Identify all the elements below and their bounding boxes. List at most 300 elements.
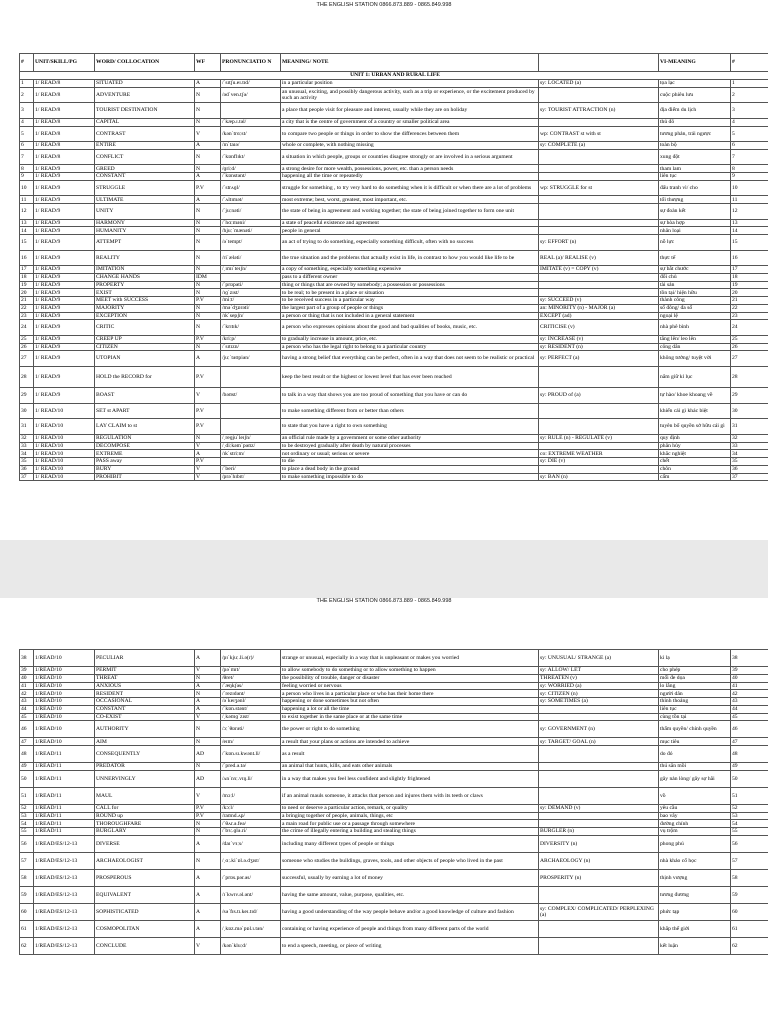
table-row xyxy=(20,721,768,738)
table-row xyxy=(20,196,768,204)
row-number: 48 xyxy=(20,746,34,763)
row-number-right: 60 xyxy=(731,903,768,920)
synonym-note: PROSPERITY (n) xyxy=(539,869,659,886)
row-number-right: 35 xyxy=(731,458,768,466)
unit-skill-page: 1/READ/10 xyxy=(34,705,95,713)
word-collocation: EQUIVALENT xyxy=(95,886,195,903)
vi-meaning: mục tiêu xyxy=(659,738,731,746)
vi-meaning: vồ xyxy=(659,787,731,804)
meaning-note: struggle for something , to try very hard to do something when it is difficult or when there are a lot of problems xyxy=(281,180,539,196)
vi-meaning: phân hủy xyxy=(659,442,731,450)
pronunciation xyxy=(221,419,281,435)
word-collocation: MAJORITY xyxy=(95,304,195,312)
table-row xyxy=(20,80,768,88)
word-form: N xyxy=(195,235,221,251)
row-number: 8 xyxy=(20,165,34,173)
synonym-note xyxy=(539,419,659,435)
table-row xyxy=(20,869,768,886)
unit-skill-page: 1/ READ/9 xyxy=(34,366,95,388)
word-form: P.V xyxy=(195,458,221,466)
col-header-word: WORD/ COLLOCATION xyxy=(95,54,195,72)
vi-meaning: gây nản lòng/ gây sợ hãi xyxy=(659,770,731,787)
unit-skill-page: 1/READ/11 xyxy=(34,828,95,836)
row-number-right: 49 xyxy=(731,763,768,771)
synonym-note xyxy=(539,820,659,828)
row-number-right: 38 xyxy=(731,650,768,667)
row-number: 19 xyxy=(20,281,34,289)
word-collocation: CREEP UP xyxy=(95,335,195,343)
row-number: 59 xyxy=(20,886,34,903)
word-collocation: CONTRAST xyxy=(95,126,195,142)
table-row xyxy=(20,335,768,343)
unit-skill-page: 1/ READ/10 xyxy=(34,434,95,442)
meaning-note: having the same amount, value, purpose, qualities, etc. xyxy=(281,886,539,903)
table-row xyxy=(20,103,768,119)
unit-skill-page: 1/ READ/8 xyxy=(34,118,95,126)
table-row xyxy=(20,227,768,235)
table-row xyxy=(20,746,768,763)
pronunciation: /ˈhɑːməni/ xyxy=(221,219,281,227)
table-row xyxy=(20,289,768,297)
table-row xyxy=(20,812,768,820)
table-row xyxy=(20,920,768,937)
word-form: A xyxy=(195,920,221,937)
synonym-note xyxy=(539,787,659,804)
row-number-right: 24 xyxy=(731,320,768,336)
synonym-note: IMITATE (v) = COPY (v) xyxy=(539,266,659,274)
table-row xyxy=(20,667,768,675)
row-number-right: 8 xyxy=(731,165,768,173)
vi-meaning: kết luận xyxy=(659,937,731,954)
synonym-note xyxy=(539,713,659,721)
word-collocation: SOPHISTICATED xyxy=(95,903,195,920)
table-row xyxy=(20,804,768,812)
pronunciation: /raʊnd.ʌp/ xyxy=(221,812,281,820)
row-number: 16 xyxy=(20,250,34,266)
row-number-right: 31 xyxy=(731,419,768,435)
table-row xyxy=(20,297,768,305)
table-row xyxy=(20,235,768,251)
word-form: N xyxy=(195,266,221,274)
row-number: 11 xyxy=(20,196,34,204)
meaning-note: a person or thing that is not included in a general statement xyxy=(281,312,539,320)
vi-meaning: cho phép xyxy=(659,667,731,675)
synonym-note xyxy=(539,289,659,297)
row-number-right: 58 xyxy=(731,869,768,886)
vi-meaning: nhà phê bình xyxy=(659,320,731,336)
vi-meaning: đổi chủ xyxy=(659,273,731,281)
table-row xyxy=(20,713,768,721)
unit-skill-page: 1/ READ/9 xyxy=(34,335,95,343)
row-number-right: 29 xyxy=(731,388,768,404)
table-row xyxy=(20,173,768,181)
meaning-note: people in general xyxy=(281,227,539,235)
row-number-right: 45 xyxy=(731,713,768,721)
word-form: N xyxy=(195,852,221,869)
table-row xyxy=(20,250,768,266)
meaning-note: happening all the time or repeatedly xyxy=(281,173,539,181)
row-number-right: 48 xyxy=(731,746,768,763)
row-number-right: 22 xyxy=(731,304,768,312)
row-number: 4 xyxy=(20,118,34,126)
table-row xyxy=(20,281,768,289)
word-collocation: ATTEMPT xyxy=(95,235,195,251)
unit-skill-page: 1/ READ/10 xyxy=(34,403,95,419)
row-number: 54 xyxy=(20,820,34,828)
table-row xyxy=(20,312,768,320)
row-number-right: 27 xyxy=(731,351,768,367)
table-row xyxy=(20,87,768,103)
unit-skill-page: 1/ READ/9 xyxy=(34,235,95,251)
synonym-note: wp: STRUGGLE for st xyxy=(539,180,659,196)
row-number-right: 17 xyxy=(731,266,768,274)
row-number-right: 55 xyxy=(731,828,768,836)
vi-meaning: liên tục xyxy=(659,705,731,713)
row-number: 26 xyxy=(20,343,34,351)
row-number: 24 xyxy=(20,320,34,336)
row-number-right: 42 xyxy=(731,690,768,698)
synonym-note: sy: SOMETIMES (a) xyxy=(539,698,659,706)
word-form: V xyxy=(195,667,221,675)
word-form: A xyxy=(195,650,221,667)
unit-skill-page: 1/READ/10 xyxy=(34,738,95,746)
row-number: 14 xyxy=(20,227,34,235)
vi-meaning: liên tục xyxy=(659,173,731,181)
pronunciation: /ˈstrʌɡl/ xyxy=(221,180,281,196)
pronunciation: /ˈkɒnstənt/ xyxy=(221,173,281,181)
row-number-right: 41 xyxy=(731,682,768,690)
meaning-note: an animal that hunts, kills, and eats other animals xyxy=(281,763,539,771)
table-row xyxy=(20,698,768,706)
col-header-unit: UNIT/SKILL/PG xyxy=(34,54,95,72)
unit-skill-page: 1/ READ/9 xyxy=(34,266,95,274)
word-collocation: UNITY xyxy=(95,204,195,220)
row-number: 35 xyxy=(20,458,34,466)
vi-meaning: vụ trộm xyxy=(659,828,731,836)
vi-meaning: mối đe dọa xyxy=(659,674,731,682)
vi-meaning: thẩm quyền/ chính quyền xyxy=(659,721,731,738)
vi-meaning: sự hòa hợp xyxy=(659,219,731,227)
vi-meaning: số đông/ đa số xyxy=(659,304,731,312)
row-number-right: 39 xyxy=(731,667,768,675)
synonym-note xyxy=(539,403,659,419)
word-collocation: DIVERSE xyxy=(95,835,195,852)
meaning-note: a copy of something, especially something expensive xyxy=(281,266,539,274)
word-form: P.V xyxy=(195,366,221,388)
row-number-right: 21 xyxy=(731,297,768,305)
pronunciation xyxy=(221,103,281,119)
vi-meaning: người dân xyxy=(659,690,731,698)
table-row xyxy=(20,204,768,220)
row-number: 52 xyxy=(20,804,34,812)
synonym-note xyxy=(539,118,659,126)
synonym-note: sy: GOVERNMENT (n) xyxy=(539,721,659,738)
unit-skill-page: 1/ READ/9 xyxy=(34,219,95,227)
row-number-right: 15 xyxy=(731,235,768,251)
unit-skill-page: 1/ READ/8 xyxy=(34,87,95,103)
row-number: 9 xyxy=(20,173,34,181)
synonym-note: REAL (a)/ REALISE (v) xyxy=(539,250,659,266)
row-number-right: 46 xyxy=(731,721,768,738)
word-form: N xyxy=(195,304,221,312)
row-number: 17 xyxy=(20,266,34,274)
row-number: 56 xyxy=(20,835,34,852)
vi-meaning: nhà khảo cổ học xyxy=(659,852,731,869)
row-number-right: 61 xyxy=(731,920,768,937)
unit-skill-page: 1/READ/ES/12-13 xyxy=(34,869,95,886)
pronunciation: /ˌdiːkəmˈpəʊz/ xyxy=(221,442,281,450)
synonym-note: sy: TOURIST ATTRACTION (n) xyxy=(539,103,659,119)
pronunciation xyxy=(221,366,281,388)
unit-skill-page: 1/ READ/9 xyxy=(34,180,95,196)
meaning-note: most extreme; best, worst, greatest, most important, etc. xyxy=(281,196,539,204)
table-row xyxy=(20,835,768,852)
pronunciation xyxy=(221,273,281,281)
word-collocation: CALL for xyxy=(95,804,195,812)
word-collocation: CHANGE HANDS xyxy=(95,273,195,281)
word-form: A xyxy=(195,705,221,713)
table-header-row xyxy=(20,54,768,72)
row-number-right: 12 xyxy=(731,204,768,220)
unit-skill-page: 1/ READ/9 xyxy=(34,273,95,281)
word-collocation: LAY CLAIM to st xyxy=(95,419,195,435)
meaning-note: a person who expresses opinions about the good and bad qualities of books, music, etc. xyxy=(281,320,539,336)
word-collocation: CONCLUDE xyxy=(95,937,195,954)
vi-meaning: do đó xyxy=(659,746,731,763)
pronunciation: /əˈtempt/ xyxy=(221,235,281,251)
row-number-right: 18 xyxy=(731,273,768,281)
word-collocation: ULTIMATE xyxy=(95,196,195,204)
row-number: 62 xyxy=(20,937,34,954)
row-number-right: 10 xyxy=(731,180,768,196)
row-number-right: 1 xyxy=(731,80,768,88)
synonym-note: sy: UNUSUAL/ STRANGE (a) xyxy=(539,650,659,667)
word-collocation: BURGLARY xyxy=(95,828,195,836)
row-number: 49 xyxy=(20,763,34,771)
pronunciation: /ˌɪmɪˈteɪʃn/ xyxy=(221,266,281,274)
synonym-note: sy: INCREASE (v) xyxy=(539,335,659,343)
pronunciation: /θret/ xyxy=(221,674,281,682)
word-collocation: THOROUGHFARE xyxy=(95,820,195,828)
word-collocation: TOURIST DESTINATION xyxy=(95,103,195,119)
word-collocation: AIM xyxy=(95,738,195,746)
table-row xyxy=(20,165,768,173)
meaning-note: a city that is the centre of government of a country or smaller political area xyxy=(281,118,539,126)
unit-skill-page: 1/ READ/9 xyxy=(34,196,95,204)
meaning-note: to talk in a way that shows you are too proud of something that you have or can do xyxy=(281,388,539,404)
row-number: 39 xyxy=(20,667,34,675)
pronunciation: /riˈæləti/ xyxy=(221,250,281,266)
synonym-note xyxy=(539,227,659,235)
meaning-note: feeling worried or nervous xyxy=(281,682,539,690)
synonym-note: sy: PERFECT (a) xyxy=(539,351,659,367)
synonym-note xyxy=(539,937,659,954)
meaning-note: having a good understanding of the way people behave and/or a good knowledge of culture and fashion xyxy=(281,903,539,920)
synonym-note xyxy=(539,812,659,820)
pronunciation: /ˌɑː.kiˈɒl.ə.dʒɪst/ xyxy=(221,852,281,869)
table-row xyxy=(20,690,768,698)
unit-title-row xyxy=(20,72,768,80)
table-row xyxy=(20,320,768,336)
word-form: A xyxy=(195,450,221,458)
meaning-note: to die xyxy=(281,458,539,466)
row-number-right: 13 xyxy=(731,219,768,227)
row-number: 23 xyxy=(20,312,34,320)
row-number: 6 xyxy=(20,142,34,150)
word-form: P.V xyxy=(195,419,221,435)
meaning-note: to exist together in the same place or at the same time xyxy=(281,713,539,721)
table-row xyxy=(20,450,768,458)
table-row xyxy=(20,828,768,836)
pronunciation: /ˈθʌr.ə.feə/ xyxy=(221,820,281,828)
unit-skill-page: 1/READ/ES/12-13 xyxy=(34,937,95,954)
row-number-right: 6 xyxy=(731,142,768,150)
synonym-note xyxy=(539,442,659,450)
meaning-note: a strong desire for more wealth, possessions, power, etc. than a person needs xyxy=(281,165,539,173)
row-number: 18 xyxy=(20,273,34,281)
unit-skill-page: 1/ READ/10 xyxy=(34,450,95,458)
word-form: N xyxy=(195,204,221,220)
synonym-note: sy: SUCCEED (v) xyxy=(539,297,659,305)
table-row xyxy=(20,219,768,227)
unit-skill-page: 1/ READ/10 xyxy=(34,419,95,435)
pronunciation: /miːt/ xyxy=(221,297,281,305)
vi-meaning: tăng lên/ leo lên xyxy=(659,335,731,343)
row-number: 53 xyxy=(20,812,34,820)
row-number: 47 xyxy=(20,738,34,746)
vi-meaning: thú săn mồi xyxy=(659,763,731,771)
table-row xyxy=(20,343,768,351)
word-collocation: MAUL xyxy=(95,787,195,804)
word-form: N xyxy=(195,674,221,682)
meaning-note: a situation in which people, groups or countries disagree strongly or are involved in a serious argument xyxy=(281,149,539,165)
vocabulary-table-2 xyxy=(19,649,768,955)
word-form: N xyxy=(195,721,221,738)
table-row xyxy=(20,403,768,419)
vi-meaning: tọa lạc xyxy=(659,80,731,88)
unit-skill-page: 1/ READ/9 xyxy=(34,312,95,320)
word-collocation: AUTHORITY xyxy=(95,721,195,738)
word-form: N xyxy=(195,149,221,165)
table-row xyxy=(20,738,768,746)
page-gap xyxy=(0,540,768,598)
table-row xyxy=(20,903,768,920)
unit-skill-page: 1/ READ/10 xyxy=(34,473,95,481)
synonym-note: co: EXTREME WEATHER xyxy=(539,450,659,458)
row-number-right: 34 xyxy=(731,450,768,458)
row-number: 36 xyxy=(20,465,34,473)
table-row xyxy=(20,266,768,274)
row-number: 61 xyxy=(20,920,34,937)
synonym-note: ARCHAEOLOGY (n) xyxy=(539,852,659,869)
unit-skill-page: 1/READ/ES/12-13 xyxy=(34,903,95,920)
col-header-number: # xyxy=(20,54,34,72)
pronunciation: /kriːp/ xyxy=(221,335,281,343)
vi-meaning: tài sản xyxy=(659,281,731,289)
table-row xyxy=(20,142,768,150)
synonym-note: sy: TARGET/ GOAL (n) xyxy=(539,738,659,746)
row-number-right: 2 xyxy=(731,87,768,103)
word-form: P.V xyxy=(195,297,221,305)
pronunciation xyxy=(221,403,281,419)
word-collocation: DECOMPOSE xyxy=(95,442,195,450)
meaning-note: an act of trying to do something, especially something difficult, often with no success xyxy=(281,235,539,251)
row-number-right: 20 xyxy=(731,289,768,297)
word-form: N xyxy=(195,103,221,119)
table-row xyxy=(20,682,768,690)
meaning-note: to place a dead body in the ground xyxy=(281,465,539,473)
table-row xyxy=(20,674,768,682)
word-collocation: PERMIT xyxy=(95,667,195,675)
synonym-note xyxy=(539,281,659,289)
row-number: 42 xyxy=(20,690,34,698)
word-form: A xyxy=(195,196,221,204)
unit-skill-page: 1/READ/11 xyxy=(34,812,95,820)
word-collocation: CAPITAL xyxy=(95,118,195,126)
pronunciation: /ˈberi/ xyxy=(221,465,281,473)
meaning-note: having a strong belief that everything can be perfect, often in a way that does not seem to be realistic or practical xyxy=(281,351,539,367)
word-form: N xyxy=(195,738,221,746)
meaning-note: thing or things that are owned by somebody; a possession or possessions xyxy=(281,281,539,289)
vi-meaning: tương phản, trái ngược xyxy=(659,126,731,142)
row-number: 46 xyxy=(20,721,34,738)
pronunciation: /ɪˈkwɪv.əl.ənt/ xyxy=(221,886,281,903)
meaning-note: to compare two people or things in order to show the differences between them xyxy=(281,126,539,142)
unit-skill-page: 1/ READ/9 xyxy=(34,289,95,297)
meaning-note: keep the best result or the highest or lowest level that has ever been reached xyxy=(281,366,539,388)
page-header-bottom: THE ENGLISH STATION 0866.873.889 - 0865.849.998 xyxy=(316,598,452,604)
row-number-right: 57 xyxy=(731,852,768,869)
row-number: 33 xyxy=(20,442,34,450)
word-collocation: ENTIRE xyxy=(95,142,195,150)
pronunciation: /ɪkˈstriːm/ xyxy=(221,450,281,458)
meaning-note: pass to a different owner xyxy=(281,273,539,281)
row-number-right: 30 xyxy=(731,403,768,419)
vi-meaning: khắc nghiệt xyxy=(659,450,731,458)
row-number-right: 54 xyxy=(731,820,768,828)
row-number-right: 3 xyxy=(731,103,768,119)
meaning-note: a place that people visit for pleasure and interest, usually while they are on holiday xyxy=(281,103,539,119)
unit-skill-page: 1/READ/10 xyxy=(34,721,95,738)
word-form: A xyxy=(195,869,221,886)
row-number-right: 16 xyxy=(731,250,768,266)
row-number: 60 xyxy=(20,903,34,920)
pronunciation: /ˈprɒpəti/ xyxy=(221,281,281,289)
word-collocation: CONSEQUENTLY xyxy=(95,746,195,763)
word-form: N xyxy=(195,118,221,126)
meaning-note: the state of being in agreement and working together; the state of being joined together to form one unit xyxy=(281,204,539,220)
word-collocation: RESIDENT xyxy=(95,690,195,698)
row-number: 31 xyxy=(20,419,34,435)
pronunciation: /ˈsɪtʃu.eɪ.tɪd/ xyxy=(221,80,281,88)
synonym-note: sy: WORRIED (a) xyxy=(539,682,659,690)
vi-meaning: kì lạ xyxy=(659,650,731,667)
synonym-note: sy: COMPLETE (a) xyxy=(539,142,659,150)
vi-meaning: thịnh vượng xyxy=(659,869,731,886)
synonym-note: THREATEN (v) xyxy=(539,674,659,682)
meaning-note: to be real; to be present in a place or situation xyxy=(281,289,539,297)
vi-meaning: cuộc phiêu lưu xyxy=(659,87,731,103)
word-form: A xyxy=(195,886,221,903)
word-form: A xyxy=(195,835,221,852)
word-form: AD xyxy=(195,746,221,763)
row-number-right: 25 xyxy=(731,335,768,343)
unit-skill-page: 1/ READ/8 xyxy=(34,80,95,88)
unit-skill-page: 1/ READ/8 xyxy=(34,126,95,142)
pronunciation: /məˈdʒɒrəti/ xyxy=(221,304,281,312)
meaning-note: a bringing together of people, animals, things, etc xyxy=(281,812,539,820)
row-number: 25 xyxy=(20,335,34,343)
